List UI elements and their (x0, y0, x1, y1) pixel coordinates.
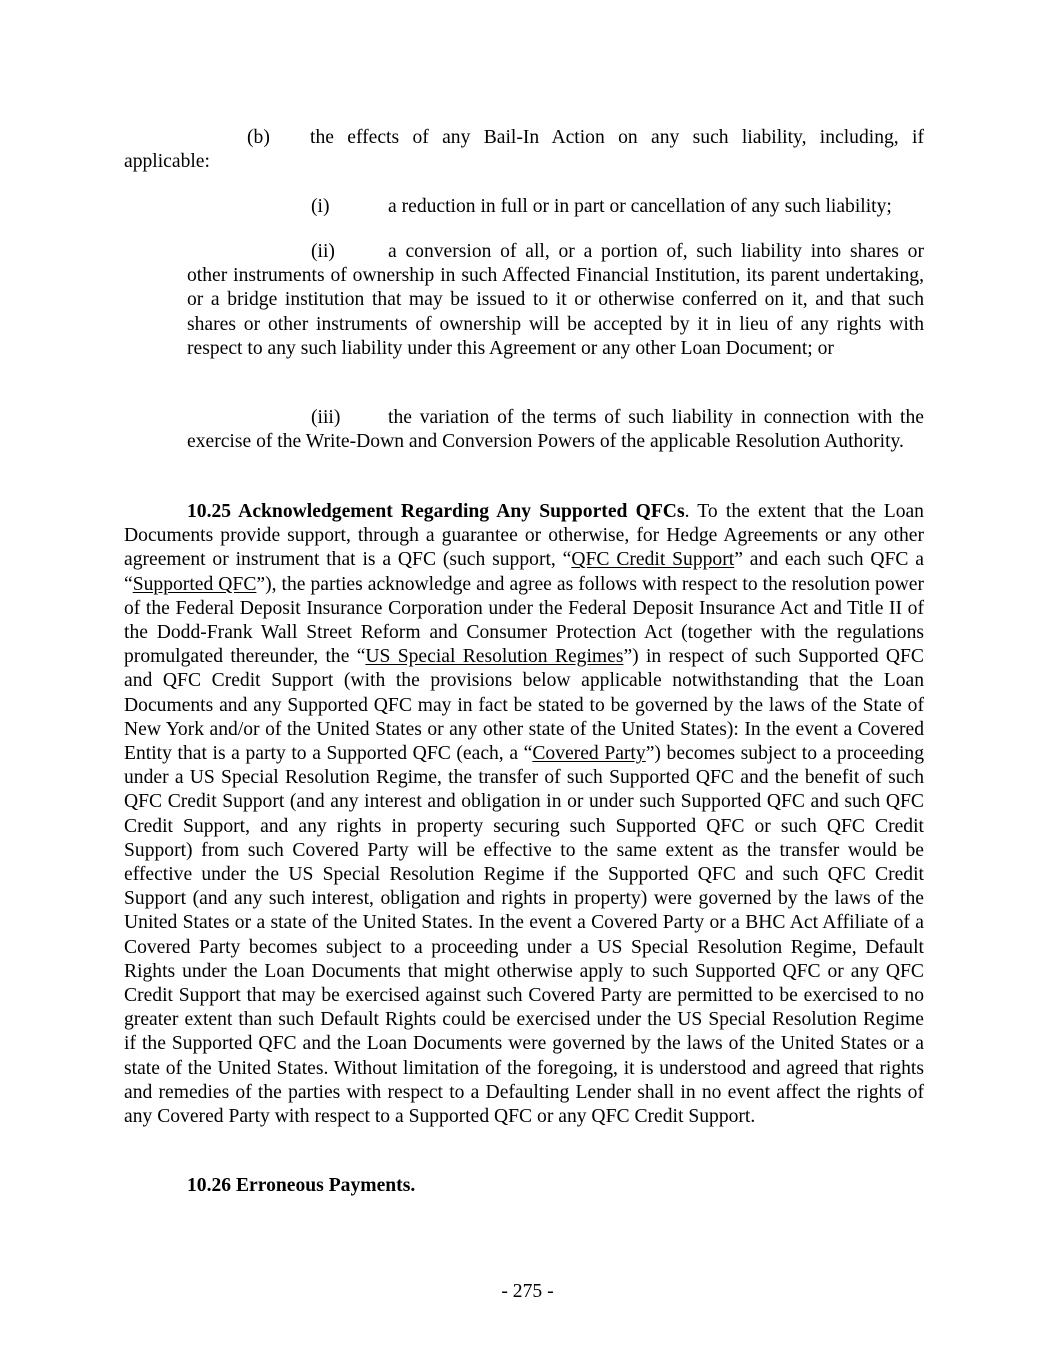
item-iii-text-first: the variation of the terms of such liability in connection with the (388, 407, 924, 428)
item-i (311, 195, 931, 219)
page-number: - 275 - (501, 1281, 554, 1302)
item-ii-text-first: a conversion of all, or a portion of, such liability into shares or (388, 241, 924, 262)
term-qfc-credit-support: QFC Credit Support (571, 549, 735, 571)
item-iii (187, 406, 924, 454)
term-us-special-resolution-regimes: US Special Resolution Regimes (365, 646, 624, 668)
item-i-label: (i) (311, 196, 330, 217)
section-10-26-heading: 10.26 Erroneous Payments. (187, 1175, 416, 1196)
item-i-text: a reduction in full or in part or cancellation of any such liability; (388, 196, 892, 217)
item-ii-text-cont: other instruments of ownership in such Affected Financial Institution, its parent undertaking, or a bridge institution that may be issued to it or otherwise conferred on it, and that such shares or other instruments of ownership will be accepted by it in lieu of any rights with respect to any such liability under this Agreement or any other Loan Document; or (187, 265, 924, 359)
section-10-25-heading: 10.25 Acknowledgement Regarding Any Supported QFCs (187, 501, 685, 522)
item-iii-text-cont: exercise of the Write-Down and Conversion Powers of the applicable Resolution Authority. (187, 431, 904, 453)
item-iii-label: (iii) (311, 407, 341, 428)
term-covered-party: Covered Party (532, 743, 646, 765)
item-ii-label: (ii) (311, 241, 335, 262)
item-ii (187, 240, 924, 361)
item-b-label: (b) (247, 127, 270, 148)
section-10-25: 10.25 Acknowledgement Regarding Any Supported QFCs. To the extent that the Loan Documents provide support, through a guarantee or otherwise, for Hedge Agreements or any other agreement or instrument that is a QFC (such support, “QFC Credit Support” and each such QFC a “Supported QFC”), the parties acknowledge and agree as follows with respect to the resolution power of the Federal Deposit Insurance Corporation under the Federal Deposit Insurance Act and Title II of the Dodd-Frank Wall Street Reform and Consumer Protection Act (together with the regulations promulgated thereunder, the “US Special Resolution Regimes”) in respect of such Supported QFC and QFC Credit Support (with the provisions below applicable notwithstanding that the Loan Documents and any Supported QFC may in fact be stated to be governed by the laws of the State of New York and/or of the United States or any other state of the United States): In the event a Covered Entity that is a party to a Supported QFC (each, a “Covered Party”) becomes subject to a proceeding under a US Special Resolution Regime, the transfer of such Supported QFC and the benefit of such QFC Credit Support (and any interest and obligation in or under such Supported QFC and such QFC Credit Support, and any rights in property securing such Supported QFC or such QFC Credit Support) from such Covered Party will be effective to the same extent as the transfer would be effective under the US Special Resolution Regime if the Supported QFC and such QFC Credit Support (and any such interest, obligation and rights in property) were governed by the laws of the United States or a state of the United States. In the event a Covered Party or a BHC Act Affiliate of a Covered Party becomes subject to a proceeding under a US Special Resolution Regime, Default Rights under the Loan Documents that might otherwise apply to such Supported QFC or any QFC Credit Support that may be exercised against such Covered Party are permitted to be exercised to no greater extent than such Default Rights could be exercised under the US Special Resolution Regime if the Supported QFC and the Loan Documents were governed by the laws of the United States or a state of the United States. Without limitation of the foregoing, it is understood and agreed that rights and remedies of the parties with respect to a Defaulting Lender shall in no event affect the rights of any Covered Party with respect to a Supported QFC or any QFC Credit Support. (124, 501, 924, 1128)
item-b (124, 126, 924, 174)
item-b-text-cont: applicable: (124, 151, 210, 173)
item-b-text-first: the effects of any Bail-In Action on any such liability, including, if (310, 127, 924, 148)
term-supported-qfc: Supported QFC (132, 573, 257, 595)
